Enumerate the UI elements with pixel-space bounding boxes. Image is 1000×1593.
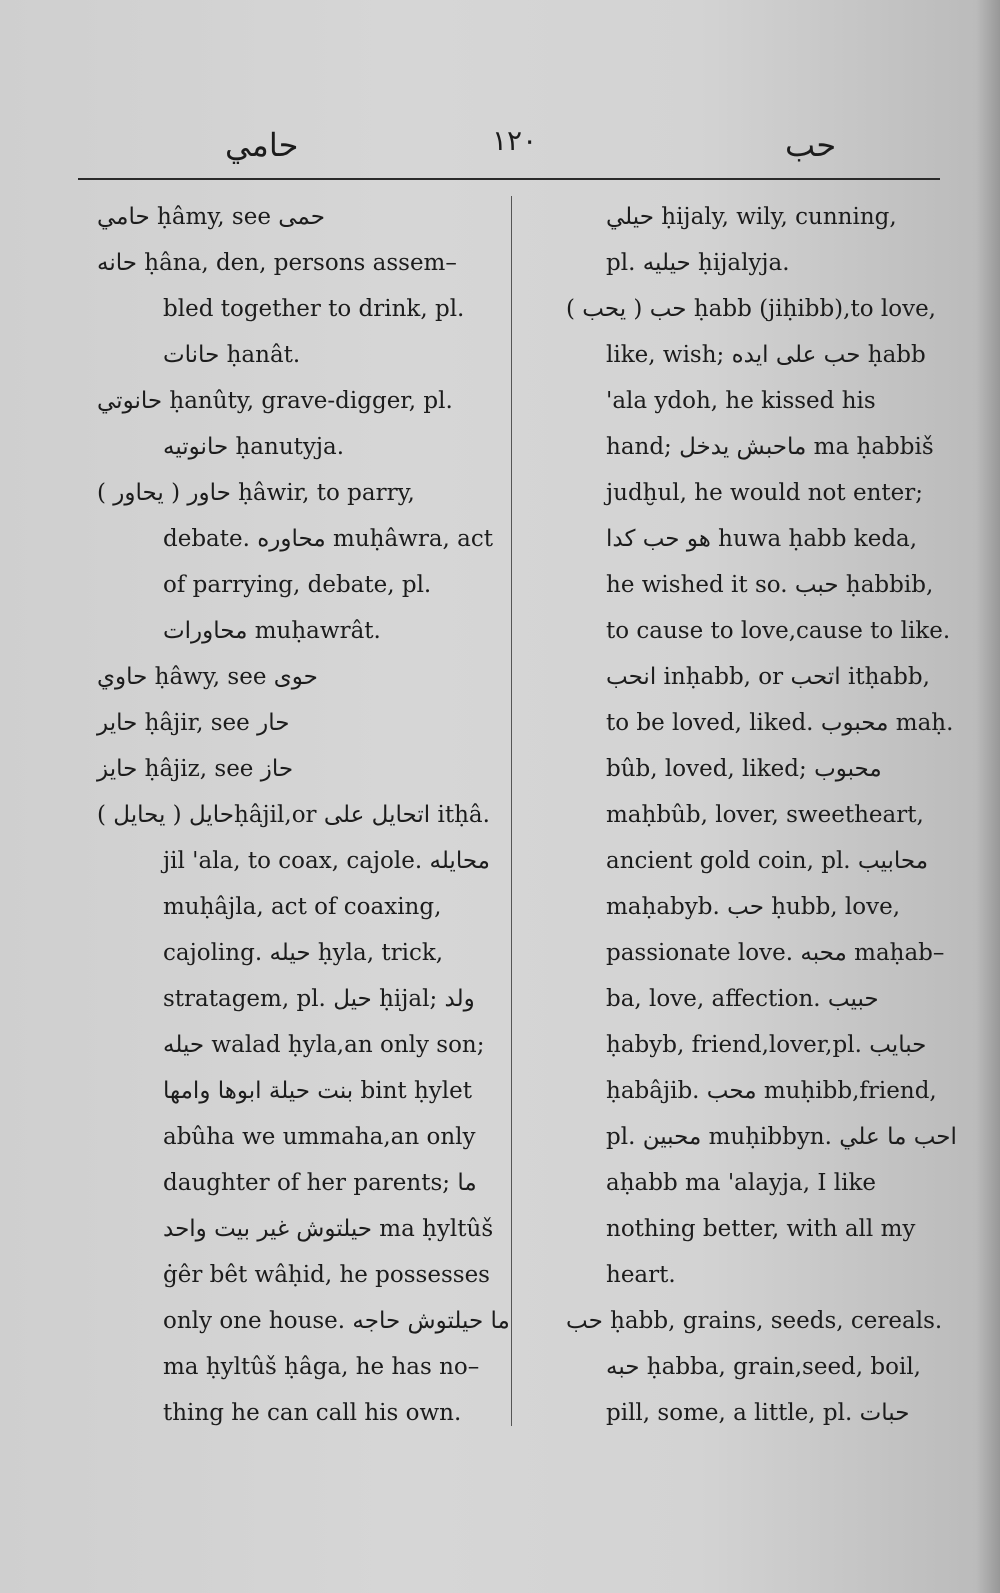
- text-line: [606, 332, 946, 378]
- text-line: [163, 1206, 503, 1252]
- text-line-content: like, wish; حب على ايده ḥabb: [606, 342, 926, 368]
- text-line-content: حامي ḥâmy, see حمى: [97, 204, 325, 230]
- text-line-content: maḥbûb, lover, sweetheart,: [606, 802, 924, 828]
- page-edge-shadow: [976, 0, 1000, 1593]
- text-line-content: of parrying, debate, pl.: [163, 572, 432, 598]
- text-line-content: maḥabyb. حب ḥubb, love,: [606, 894, 901, 920]
- text-line-content: abûha we ummaha,an only: [163, 1124, 476, 1150]
- text-line-content: حاير ḥâjir, see حار: [97, 710, 290, 736]
- text-line: [163, 1160, 503, 1206]
- text-line: [163, 930, 503, 976]
- text-line-content: cajoling. حيله ḥyla, trick,: [163, 940, 444, 966]
- text-line: [163, 976, 503, 1022]
- text-line: [606, 1206, 946, 1252]
- text-line-content: حايز ḥâjiz, see حاز: [97, 756, 294, 782]
- text-line: [606, 930, 946, 976]
- text-line: [163, 1022, 503, 1068]
- text-line-content: ba, love, affection. حبيب: [606, 986, 879, 1012]
- text-line-content: passionate love. محبه maḥab–: [606, 940, 945, 966]
- text-line: [606, 378, 946, 424]
- header-rule: [78, 178, 940, 180]
- text-line: [606, 838, 946, 884]
- text-line-content: حيله walad ḥyla,an only son;: [163, 1032, 485, 1058]
- text-line: [163, 286, 503, 332]
- text-line: [97, 240, 503, 286]
- text-line: [606, 1344, 946, 1390]
- text-line-content: nothing better, with all my: [606, 1216, 916, 1242]
- text-line: [163, 332, 503, 378]
- text-line-content: حب ḥabb, grains, seeds, cereals.: [566, 1308, 943, 1334]
- text-line-content: to cause to love,cause to like.: [606, 618, 951, 644]
- text-line: [606, 424, 946, 470]
- text-line-content: ġêr bêt wâḥid, he possesses: [163, 1262, 490, 1288]
- text-line: [606, 1252, 946, 1298]
- text-line-content: حانوتي ḥanûty, grave-digger, pl.: [97, 388, 453, 414]
- text-line-content: judḫul, he would not enter;: [606, 480, 923, 506]
- text-line: [163, 884, 503, 930]
- text-line: [163, 1344, 503, 1390]
- right-column: [566, 194, 957, 1436]
- text-line-content: bûb, loved, liked; محبوب: [606, 756, 882, 782]
- text-line-content: daughter of her parents; ما: [163, 1170, 477, 1196]
- text-line: [606, 562, 946, 608]
- text-line: [606, 700, 954, 746]
- text-line: [606, 746, 946, 792]
- text-line-content: jil 'ala, to coax, cajole. محايله: [163, 848, 491, 874]
- text-line-content: only one house. ما حيلتوش حاجه: [163, 1308, 510, 1334]
- text-line-content: حاوي ḥâwy, see حوى: [97, 664, 318, 690]
- text-line: [606, 976, 946, 1022]
- text-line: [606, 470, 946, 516]
- text-line: [606, 1022, 946, 1068]
- text-line-content: heart.: [606, 1262, 676, 1288]
- text-line-content: حاور ( يحاور ) ḥâwir, to parry,: [97, 480, 415, 506]
- text-line: [163, 1114, 503, 1160]
- text-line: [163, 608, 503, 654]
- text-line-content: حانه ḥâna, den, persons assem–: [97, 250, 457, 276]
- text-line-content: هو حب كدا huwa ḥabb keda,: [606, 526, 918, 552]
- text-line: [606, 792, 946, 838]
- text-line-content: hand; ماحبش يدخل ma ḥabbiš: [606, 434, 934, 460]
- text-line: [606, 1160, 946, 1206]
- text-line-content: حبه ḥabba, grain,seed, boil,: [606, 1354, 921, 1380]
- column-divider: [511, 196, 512, 1426]
- text-line-content: he wished it so. حبب ḥabbib,: [606, 572, 934, 598]
- text-line-content: muḥâjla, act of coaxing,: [163, 894, 442, 920]
- text-line: [606, 1390, 946, 1436]
- header-right-word: حب: [785, 126, 837, 164]
- text-line: [97, 654, 503, 700]
- text-line: [606, 516, 946, 562]
- text-line-content: aḥabb ma 'alayja, I like: [606, 1170, 877, 1196]
- text-line-content: 'ala ydoh, he kissed his: [606, 388, 876, 414]
- text-line-content: thing he can call his own.: [163, 1400, 462, 1426]
- text-line-content: حيلتوش غير بيت واحد ma ḥyltûš: [163, 1216, 494, 1242]
- text-line-content: محاورات muḥawrât.: [163, 618, 381, 644]
- text-line: [606, 1114, 957, 1160]
- text-line: [606, 608, 951, 654]
- text-line-content: to be loved, liked. محبوب maḥ.: [606, 710, 954, 736]
- text-line-content: ḥabâjib. محب muḥibb,friend,: [606, 1078, 937, 1104]
- text-line: [163, 424, 503, 470]
- text-line-content: بنت حيلة ابوها وامها bint ḥylet: [163, 1078, 472, 1104]
- text-line-content: stratagem, pl. حيل ḥijal; ولد: [163, 986, 475, 1012]
- text-line-content: حب ( يحب ) ḥabb (jiḥibb),to love,: [566, 296, 936, 322]
- text-line-content: bled together to drink, pl.: [163, 296, 465, 322]
- text-line-content: حايل ( يحايل )ḥâjil,or اتحايل على itḥâ.: [97, 802, 490, 828]
- text-line: [606, 194, 946, 240]
- page-header: [0, 118, 1000, 178]
- text-line-content: pl. حيليه ḥijalyja.: [606, 250, 790, 276]
- text-line-content: حيلي ḥijaly, wily, cunning,: [606, 204, 897, 230]
- text-line: [97, 700, 503, 746]
- text-line-content: حانات ḥanât.: [163, 342, 301, 368]
- text-line-content: debate. محاوره muḥâwra, act: [163, 526, 494, 552]
- text-line: [606, 654, 946, 700]
- text-line: [163, 1068, 503, 1114]
- text-line: [163, 516, 503, 562]
- text-line: [97, 792, 503, 838]
- text-line: [97, 470, 503, 516]
- page-number: ١٢٠: [492, 124, 538, 157]
- left-column: [97, 194, 510, 1436]
- text-line-content: ḥabyb, friend,lover,pl. حبايب: [606, 1032, 927, 1058]
- text-line: [97, 378, 503, 424]
- text-line: [163, 562, 503, 608]
- text-line-content: انحب inḥabb, or اتحب itḥabb,: [606, 664, 930, 690]
- text-line-content: ancient gold coin, pl. محابيب: [606, 848, 929, 874]
- header-left-word: حامي: [225, 126, 299, 164]
- text-line-content: pl. محبين muḥibbyn. احب ما علي: [606, 1124, 957, 1150]
- text-line: [163, 1390, 503, 1436]
- text-line: [566, 286, 946, 332]
- text-line-content: ma ḥyltûš ḥâga, he has no–: [163, 1354, 480, 1380]
- text-line: [97, 746, 503, 792]
- text-line: [163, 838, 503, 884]
- text-line-content: pill, some, a little, pl. حبات: [606, 1400, 910, 1426]
- text-line: [606, 240, 946, 286]
- text-line: [163, 1252, 503, 1298]
- text-line: [97, 194, 503, 240]
- text-line: [606, 884, 946, 930]
- text-line: [163, 1298, 510, 1344]
- text-line: [606, 1068, 946, 1114]
- text-line: [566, 1298, 946, 1344]
- text-line-content: حانوتيه ḥanutyja.: [163, 434, 345, 460]
